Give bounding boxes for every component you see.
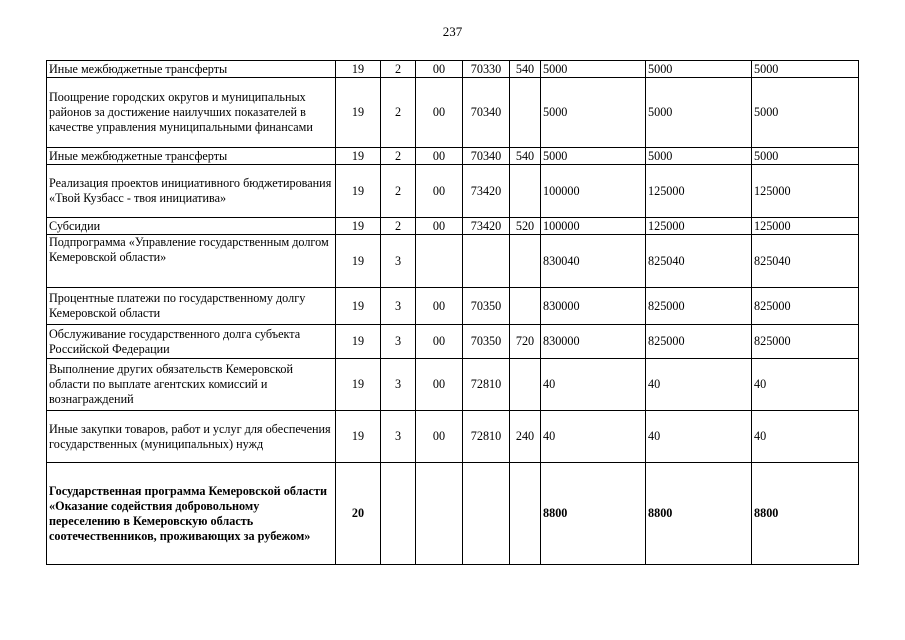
expense-type-code: 240 xyxy=(510,411,541,463)
program-code: 19 xyxy=(336,411,381,463)
main-measure-code: 00 xyxy=(416,288,463,325)
program-code: 19 xyxy=(336,165,381,218)
direction-code: 70340 xyxy=(463,78,510,148)
direction-code xyxy=(463,463,510,565)
main-measure-code xyxy=(416,463,463,565)
subprogram-code: 2 xyxy=(381,78,416,148)
amount-year-1: 830000 xyxy=(541,288,646,325)
row-name: Реализация проектов инициативного бюджетирования «Твой Кузбасс - твоя инициатива» xyxy=(47,165,336,218)
program-code: 19 xyxy=(336,218,381,235)
amount-year-2: 40 xyxy=(646,359,752,411)
direction-code: 70350 xyxy=(463,288,510,325)
direction-code: 70350 xyxy=(463,325,510,359)
amount-year-2: 5000 xyxy=(646,78,752,148)
main-measure-code: 00 xyxy=(416,325,463,359)
direction-code: 70340 xyxy=(463,148,510,165)
amount-year-1: 5000 xyxy=(541,61,646,78)
table-row xyxy=(47,148,859,165)
program-code: 19 xyxy=(336,78,381,148)
expense-type-code: 720 xyxy=(510,325,541,359)
direction-code: 73420 xyxy=(463,218,510,235)
row-name: Иные межбюджетные трансферты xyxy=(47,61,336,78)
table-row xyxy=(47,463,859,565)
amount-year-2: 825000 xyxy=(646,325,752,359)
subprogram-code: 3 xyxy=(381,411,416,463)
expense-type-code: 540 xyxy=(510,61,541,78)
program-code: 20 xyxy=(336,463,381,565)
amount-year-3: 825000 xyxy=(752,288,859,325)
row-name: Выполнение других обязательств Кемеровской области по выплате агентских комиссий и вознаграждений xyxy=(47,359,336,411)
subprogram-code: 3 xyxy=(381,325,416,359)
table-row xyxy=(47,288,859,325)
direction-code xyxy=(463,235,510,288)
amount-year-3: 125000 xyxy=(752,165,859,218)
budget-table xyxy=(46,60,859,565)
row-name: Поощрение городских округов и муниципальных районов за достижение наилучших показателей в качестве управления муниципальными финансами xyxy=(47,78,336,148)
table-row xyxy=(47,165,859,218)
amount-year-2: 825000 xyxy=(646,288,752,325)
table-row xyxy=(47,235,859,288)
amount-year-2: 5000 xyxy=(646,61,752,78)
row-name: Государственная программа Кемеровской области «Оказание содействия добровольному переселению в Кемеровскую область соотечественников, проживающих за рубежом» xyxy=(47,463,336,565)
amount-year-2: 125000 xyxy=(646,218,752,235)
direction-code: 70330 xyxy=(463,61,510,78)
main-measure-code xyxy=(416,235,463,288)
amount-year-3: 125000 xyxy=(752,218,859,235)
main-measure-code: 00 xyxy=(416,148,463,165)
subprogram-code: 2 xyxy=(381,61,416,78)
amount-year-3: 5000 xyxy=(752,148,859,165)
expense-type-code xyxy=(510,235,541,288)
table-row xyxy=(47,218,859,235)
amount-year-1: 40 xyxy=(541,359,646,411)
expense-type-code xyxy=(510,165,541,218)
row-name: Обслуживание государственного долга субъекта Российской Федерации xyxy=(47,325,336,359)
program-code: 19 xyxy=(336,148,381,165)
amount-year-1: 830000 xyxy=(541,325,646,359)
amount-year-3: 825000 xyxy=(752,325,859,359)
amount-year-1: 100000 xyxy=(541,218,646,235)
row-name: Иные межбюджетные трансферты xyxy=(47,148,336,165)
expense-type-code: 540 xyxy=(510,148,541,165)
table-row xyxy=(47,61,859,78)
table-row xyxy=(47,411,859,463)
program-code: 19 xyxy=(336,325,381,359)
main-measure-code: 00 xyxy=(416,359,463,411)
subprogram-code: 3 xyxy=(381,288,416,325)
program-code: 19 xyxy=(336,359,381,411)
amount-year-1: 5000 xyxy=(541,78,646,148)
direction-code: 72810 xyxy=(463,359,510,411)
amount-year-3: 40 xyxy=(752,359,859,411)
subprogram-code: 3 xyxy=(381,359,416,411)
expense-type-code xyxy=(510,359,541,411)
main-measure-code: 00 xyxy=(416,411,463,463)
amount-year-2: 5000 xyxy=(646,148,752,165)
subprogram-code: 2 xyxy=(381,218,416,235)
amount-year-1: 100000 xyxy=(541,165,646,218)
row-name: Процентные платежи по государственному долгу Кемеровской области xyxy=(47,288,336,325)
amount-year-1: 830040 xyxy=(541,235,646,288)
program-code: 19 xyxy=(336,235,381,288)
row-name: Подпрограмма «Управление государственным долгом Кемеровской области» xyxy=(47,235,336,288)
expense-type-code xyxy=(510,463,541,565)
subprogram-code xyxy=(381,463,416,565)
amount-year-1: 8800 xyxy=(541,463,646,565)
row-name: Иные закупки товаров, работ и услуг для обеспечения государственных (муниципальных) нужд xyxy=(47,411,336,463)
table-row xyxy=(47,325,859,359)
amount-year-1: 40 xyxy=(541,411,646,463)
subprogram-code: 3 xyxy=(381,235,416,288)
amount-year-1: 5000 xyxy=(541,148,646,165)
amount-year-2: 125000 xyxy=(646,165,752,218)
page-number: 237 xyxy=(442,24,463,39)
direction-code: 72810 xyxy=(463,411,510,463)
expense-type-code xyxy=(510,288,541,325)
program-code: 19 xyxy=(336,288,381,325)
direction-code: 73420 xyxy=(463,165,510,218)
main-measure-code: 00 xyxy=(416,218,463,235)
expense-type-code: 520 xyxy=(510,218,541,235)
amount-year-2: 40 xyxy=(646,411,752,463)
amount-year-2: 825040 xyxy=(646,235,752,288)
expense-type-code xyxy=(510,78,541,148)
amount-year-3: 5000 xyxy=(752,78,859,148)
row-name: Субсидии xyxy=(47,218,336,235)
program-code: 19 xyxy=(336,61,381,78)
amount-year-3: 8800 xyxy=(752,463,859,565)
main-measure-code: 00 xyxy=(416,78,463,148)
amount-year-2: 8800 xyxy=(646,463,752,565)
table-row xyxy=(47,78,859,148)
main-measure-code: 00 xyxy=(416,61,463,78)
subprogram-code: 2 xyxy=(381,165,416,218)
table-row xyxy=(47,359,859,411)
subprogram-code: 2 xyxy=(381,148,416,165)
amount-year-3: 825040 xyxy=(752,235,859,288)
main-measure-code: 00 xyxy=(416,165,463,218)
amount-year-3: 40 xyxy=(752,411,859,463)
amount-year-3: 5000 xyxy=(752,61,859,78)
